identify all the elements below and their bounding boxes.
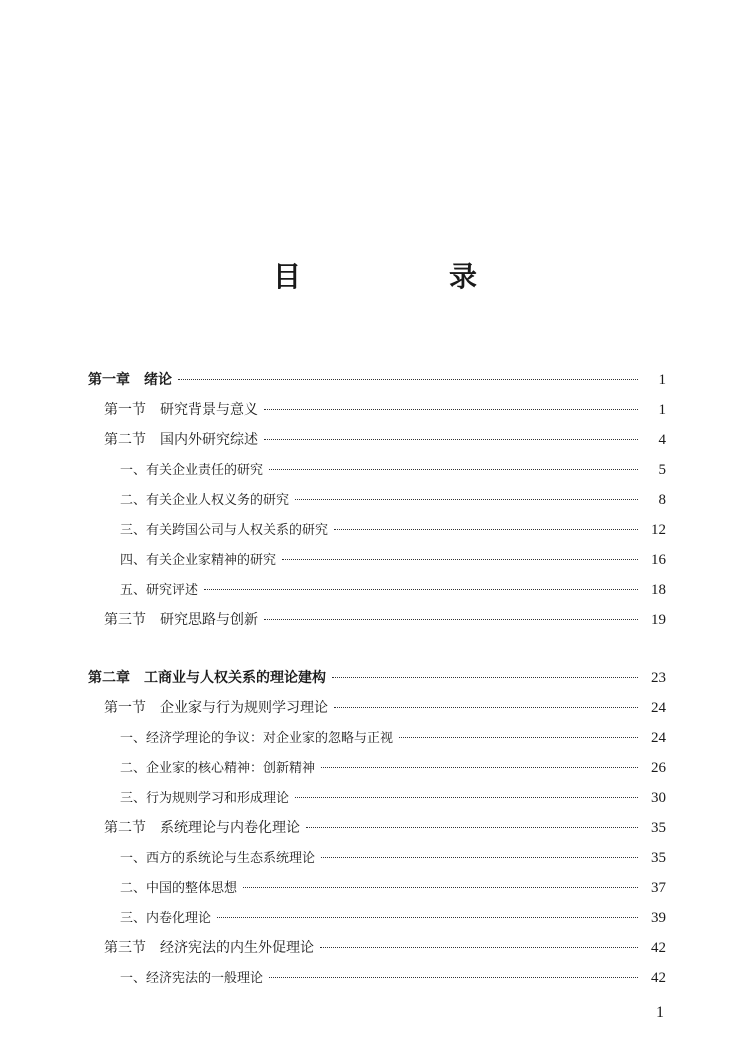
subsection-title: 一、经济学理论的争议：对企业家的忽略与正视 [120, 731, 394, 746]
page-title: 目 录 [272, 260, 537, 293]
leader-dots [320, 947, 638, 948]
entry-page: 18 [651, 582, 666, 598]
entry-page: 37 [651, 880, 666, 896]
toc-subsection-row[interactable] [88, 843, 666, 873]
leader-dots [334, 707, 638, 708]
entry-page: 1 [658, 402, 666, 418]
toc-section-row[interactable] [88, 395, 666, 425]
table-of-contents [88, 365, 666, 993]
entry-page: 35 [651, 850, 666, 866]
toc-subsection-row[interactable] [88, 963, 666, 993]
section-number: 第三节 [104, 612, 146, 628]
toc-subsection-row[interactable] [88, 515, 666, 545]
section-title: 企业家与行为规则学习理论 [160, 700, 328, 716]
entry-page: 35 [651, 820, 666, 836]
toc-subsection-row[interactable] [88, 903, 666, 933]
chapter-page: 1 [658, 372, 666, 388]
chapter-number: 第一章 [88, 372, 130, 388]
leader-dots [264, 619, 638, 620]
leader-dots [204, 589, 638, 590]
entry-page: 42 [651, 940, 666, 956]
section-title: 国内外研究综述 [160, 432, 258, 448]
toc-subsection-row[interactable] [88, 575, 666, 605]
leader-dots [321, 857, 638, 858]
subsection-title: 五、研究评述 [120, 583, 199, 598]
entry-page: 26 [651, 760, 666, 776]
entry-page: 16 [651, 552, 666, 568]
section-title: 系统理论与内卷化理论 [160, 820, 300, 836]
leader-dots [178, 379, 638, 380]
toc-subsection-row[interactable] [88, 723, 666, 753]
subsection-title: 一、有关企业责任的研究 [120, 463, 264, 478]
chapter-page: 23 [651, 670, 666, 686]
leader-dots [399, 737, 638, 738]
toc-chapter-row[interactable] [88, 663, 666, 693]
toc-section-row[interactable] [88, 693, 666, 723]
toc-chapter-row[interactable] [88, 365, 666, 395]
entry-page: 8 [658, 492, 666, 508]
entry-page: 24 [651, 730, 666, 746]
section-title: 研究背景与意义 [160, 402, 258, 418]
toc-section-row[interactable] [88, 813, 666, 843]
subsection-title: 二、企业家的核心精神：创新精神 [120, 761, 316, 776]
subsection-title: 四、有关企业家精神的研究 [120, 553, 277, 568]
toc-section-row[interactable] [88, 933, 666, 963]
subsection-title: 三、有关跨国公司与人权关系的研究 [120, 523, 329, 538]
subsection-title: 二、有关企业人权义务的研究 [120, 493, 290, 508]
leader-dots [243, 887, 638, 888]
toc-section-row[interactable] [88, 605, 666, 635]
chapter-number: 第二章 [88, 670, 130, 686]
entry-page: 39 [651, 910, 666, 926]
toc-subsection-row[interactable] [88, 873, 666, 903]
section-number: 第一节 [104, 700, 146, 716]
leader-dots [306, 827, 638, 828]
chapter-title: 绪论 [144, 372, 172, 388]
leader-dots [264, 439, 638, 440]
leader-dots [295, 797, 638, 798]
subsection-title: 三、行为规则学习和形成理论 [120, 791, 290, 806]
subsection-title: 一、经济宪法的一般理论 [120, 971, 264, 986]
leader-dots [295, 499, 638, 500]
section-number: 第二节 [104, 432, 146, 448]
entry-page: 5 [658, 462, 666, 478]
section-title: 研究思路与创新 [160, 612, 258, 628]
leader-dots [282, 559, 638, 560]
entry-page: 12 [651, 522, 666, 538]
entry-page: 42 [651, 970, 666, 986]
toc-subsection-row[interactable] [88, 545, 666, 575]
page-number: 1 [656, 1004, 664, 1021]
entry-page: 4 [658, 432, 666, 448]
subsection-title: 一、西方的系统论与生态系统理论 [120, 851, 316, 866]
toc-subsection-row[interactable] [88, 753, 666, 783]
toc-subsection-row[interactable] [88, 783, 666, 813]
toc-section-row[interactable] [88, 425, 666, 455]
leader-dots [321, 767, 638, 768]
leader-dots [269, 469, 638, 470]
toc-subsection-row[interactable] [88, 485, 666, 515]
leader-dots [332, 677, 638, 678]
subsection-title: 二、中国的整体思想 [120, 881, 238, 896]
leader-dots [217, 917, 638, 918]
leader-dots [334, 529, 638, 530]
entry-page: 19 [651, 612, 666, 628]
entry-page: 24 [651, 700, 666, 716]
leader-dots [269, 977, 638, 978]
section-number: 第一节 [104, 402, 146, 418]
toc-subsection-row[interactable] [88, 455, 666, 485]
subsection-title: 三、内卷化理论 [120, 911, 212, 926]
chapter-title: 工商业与人权关系的理论建构 [144, 670, 326, 686]
chapter-gap [88, 635, 666, 663]
section-number: 第二节 [104, 820, 146, 836]
section-title: 经济宪法的内生外促理论 [160, 940, 314, 956]
section-number: 第三节 [104, 940, 146, 956]
entry-page: 30 [651, 790, 666, 806]
leader-dots [264, 409, 638, 410]
